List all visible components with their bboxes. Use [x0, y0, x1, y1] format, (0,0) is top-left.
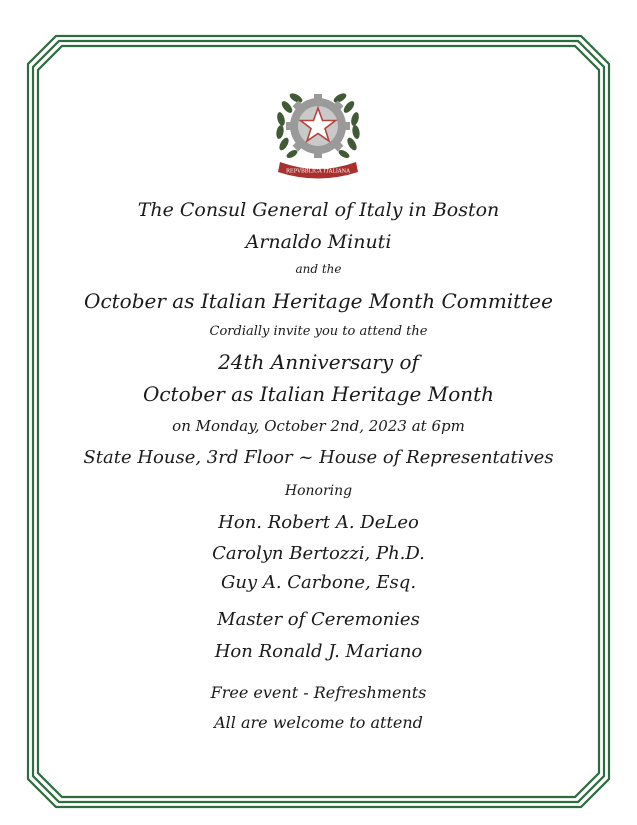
master-of-ceremonies-name: Hon Ronald J. Mariano — [214, 641, 423, 662]
invite-text: Cordially invite you to attend the — [209, 324, 428, 339]
honoring-label: Honoring — [284, 483, 353, 499]
honoree-name: Guy A. Carbone, Esq. — [220, 572, 417, 593]
event-date: on Monday, October 2nd, 2023 at 6pm — [172, 417, 465, 435]
host-name: Arnaldo Minuti — [245, 231, 392, 253]
honoree-name: Hon. Robert A. DeLeo — [218, 512, 419, 533]
committee-name: October as Italian Heritage Month Committee — [84, 289, 553, 313]
event-title-line2: October as Italian Heritage Month — [142, 382, 495, 406]
and-the-text: and the — [295, 262, 342, 276]
ribbon-text: REPVBBLICA ITALIANA — [286, 168, 350, 175]
host-title: The Consul General of Italy in Boston — [137, 199, 500, 221]
free-event-text: Free event - Refreshments — [210, 683, 427, 702]
event-location: State House, 3rd Floor ~ House of Representatives — [83, 447, 554, 468]
event-title-line1: 24th Anniversary of — [218, 350, 419, 374]
welcome-text: All are welcome to attend — [214, 713, 423, 732]
master-of-ceremonies-label: Master of Ceremonies — [217, 609, 420, 630]
honoree-name: Carolyn Bertozzi, Ph.D. — [212, 543, 425, 564]
italian-republic-emblem-icon — [268, 84, 368, 182]
